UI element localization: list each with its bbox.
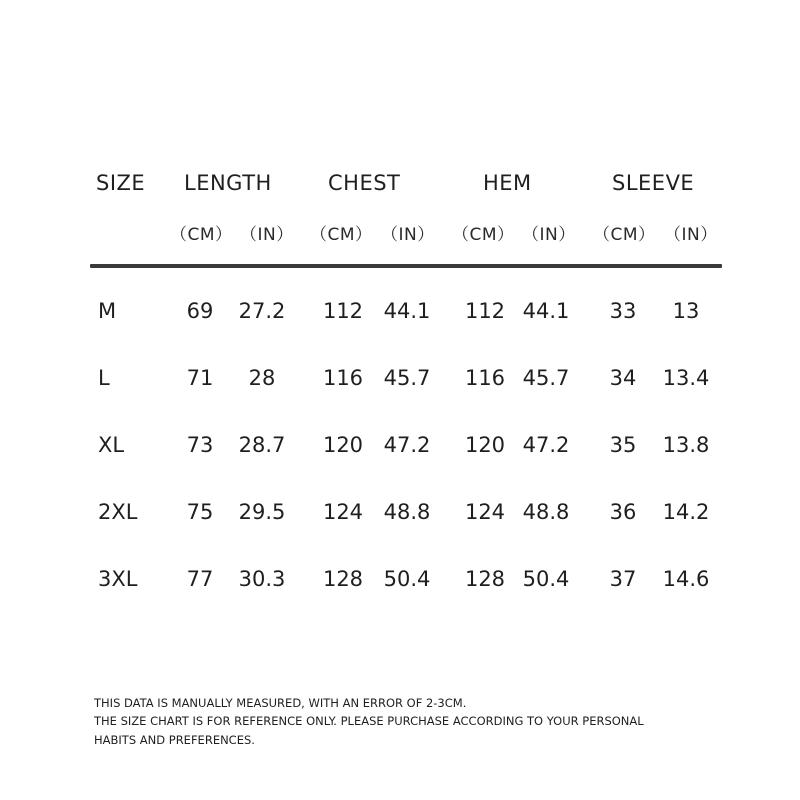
table-cell: 37	[609, 567, 637, 591]
table-cell: 128	[322, 567, 364, 591]
table-cell: 50.4	[383, 567, 431, 591]
table-cell: 112	[464, 299, 506, 323]
table-cell: 120	[464, 433, 506, 457]
table-cell: 48.8	[383, 500, 431, 524]
table-cell: 73	[186, 433, 214, 457]
table-cell: 28.7	[238, 433, 286, 457]
table-cell: 48.8	[522, 500, 570, 524]
header-size: SIZE	[96, 171, 146, 195]
size-label: M	[98, 299, 117, 323]
unit-sleeve-in: （IN）	[664, 225, 718, 245]
table-cell: 47.2	[522, 433, 570, 457]
size-label: 2XL	[98, 500, 138, 524]
table-cell: 50.4	[522, 567, 570, 591]
size-label: L	[98, 366, 110, 390]
table-cell: 36	[609, 500, 637, 524]
footnote-line: THIS DATA IS MANUALLY MEASURED, WITH AN ERROR OF 2-3CM.	[94, 696, 467, 710]
table-cell: 44.1	[522, 299, 570, 323]
header-divider	[90, 264, 722, 268]
table-cell: 13	[672, 299, 700, 323]
size-label: XL	[98, 433, 125, 457]
table-cell: 34	[609, 366, 637, 390]
table-cell: 112	[322, 299, 364, 323]
unit-chest-cm: （CM）	[310, 225, 373, 245]
table-cell: 14.2	[662, 500, 710, 524]
table-cell: 69	[186, 299, 214, 323]
header-hem: HEM	[483, 171, 532, 195]
table-cell: 45.7	[522, 366, 570, 390]
table-cell: 128	[464, 567, 506, 591]
footnote-line: THE SIZE CHART IS FOR REFERENCE ONLY. PLEASE PURCHASE ACCORDING TO YOUR PERSONAL	[94, 714, 644, 728]
size-label: 3XL	[98, 567, 138, 591]
table-cell: 13.4	[662, 366, 710, 390]
table-cell: 30.3	[238, 567, 286, 591]
unit-hem-in: （IN）	[522, 225, 576, 245]
unit-chest-in: （IN）	[381, 225, 435, 245]
header-sleeve: SLEEVE	[612, 171, 695, 195]
table-cell: 45.7	[383, 366, 431, 390]
table-cell: 47.2	[383, 433, 431, 457]
table-cell: 29.5	[238, 500, 286, 524]
unit-sleeve-cm: （CM）	[593, 225, 656, 245]
table-cell: 116	[322, 366, 364, 390]
table-cell: 120	[322, 433, 364, 457]
footnote-line: HABITS AND PREFERENCES.	[94, 733, 255, 747]
table-cell: 28	[248, 366, 276, 390]
table-cell: 13.8	[662, 433, 710, 457]
unit-hem-cm: （CM）	[452, 225, 515, 245]
table-cell: 124	[464, 500, 506, 524]
table-cell: 71	[186, 366, 214, 390]
unit-length-cm: （CM）	[170, 225, 233, 245]
table-cell: 124	[322, 500, 364, 524]
header-chest: CHEST	[328, 171, 401, 195]
table-cell: 35	[609, 433, 637, 457]
table-cell: 75	[186, 500, 214, 524]
table-cell: 14.6	[662, 567, 710, 591]
table-cell: 27.2	[238, 299, 286, 323]
table-cell: 77	[186, 567, 214, 591]
table-cell: 33	[609, 299, 637, 323]
table-cell: 116	[464, 366, 506, 390]
table-cell: 44.1	[383, 299, 431, 323]
unit-length-in: （IN）	[240, 225, 294, 245]
header-length: LENGTH	[184, 171, 272, 195]
